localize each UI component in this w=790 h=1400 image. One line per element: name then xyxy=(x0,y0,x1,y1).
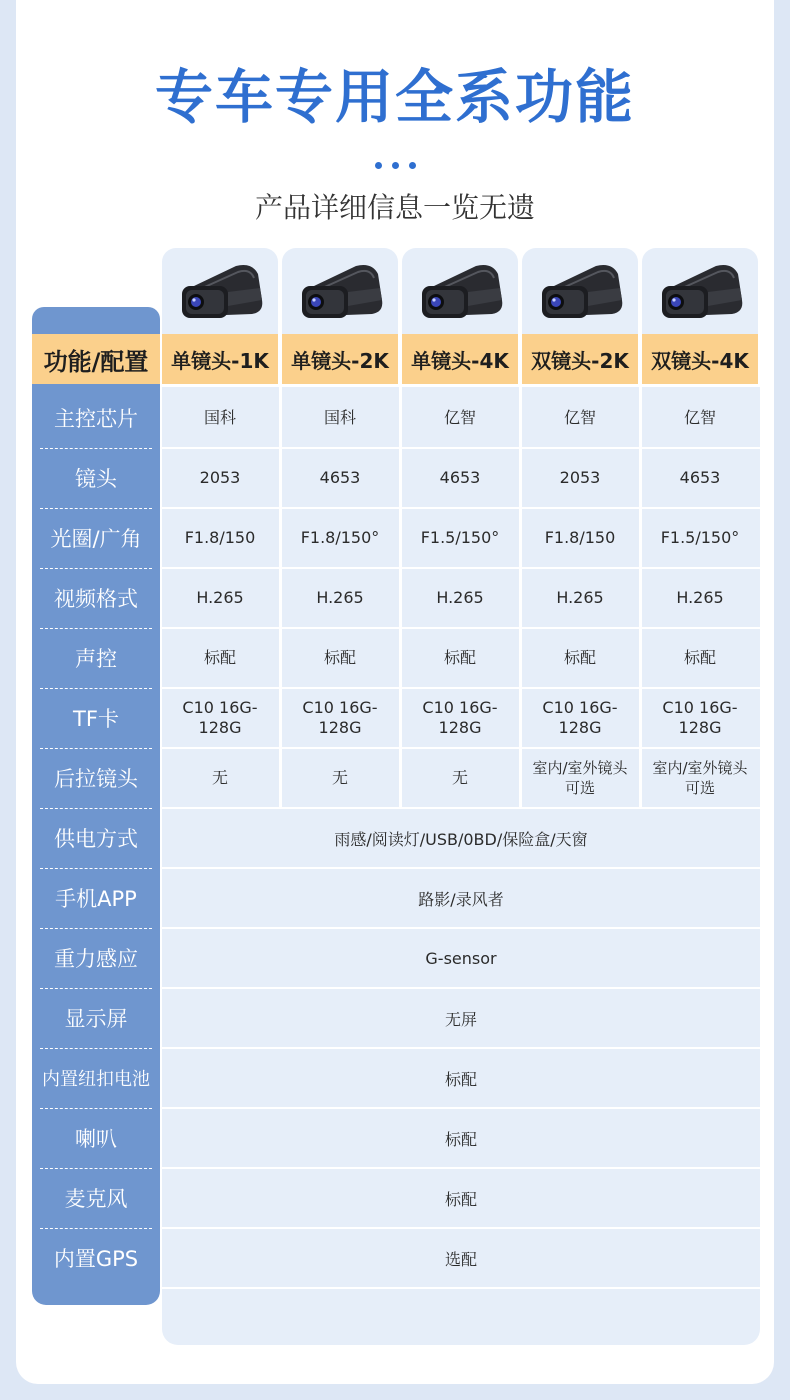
row-label: 手机APP xyxy=(55,887,137,911)
page-title: 专车专用全系功能 xyxy=(154,63,635,131)
column-divider xyxy=(639,334,642,808)
product-image-5 xyxy=(642,248,758,334)
row-label: 声控 xyxy=(75,647,117,671)
row-label: 重力感应 xyxy=(54,947,138,971)
spec-cell: C10 16G-128G xyxy=(302,698,378,737)
spec-cell: H.265 xyxy=(316,588,364,607)
dashcam-icon xyxy=(174,256,266,330)
header-feature-config: 功能/配置 xyxy=(32,334,160,384)
product-name-1: 单镜头-1K xyxy=(162,334,278,384)
spec-cell: F1.5/150° xyxy=(420,528,500,547)
spec-cell: F1.8/150 xyxy=(544,528,616,547)
shared-spec-cell: G-sensor xyxy=(425,948,497,968)
shared-spec-cell: 标配 xyxy=(444,1189,477,1209)
product-image-4 xyxy=(522,248,638,334)
spec-cell: 4653 xyxy=(679,468,721,487)
spec-cell: 标配 xyxy=(683,648,716,667)
row-divider xyxy=(162,1287,760,1289)
row-label: 供电方式 xyxy=(54,827,138,851)
row-separator xyxy=(40,808,152,809)
row-separator xyxy=(40,748,152,749)
spec-cell: H.265 xyxy=(556,588,604,607)
spec-cell: F1.5/150° xyxy=(660,528,740,547)
product-name-5: 双镜头-4K xyxy=(642,334,758,384)
row-label: 主控芯片 xyxy=(54,407,138,431)
spec-cell: H.265 xyxy=(676,588,724,607)
row-separator xyxy=(40,448,152,449)
product-name-2: 单镜头-2K xyxy=(282,334,398,384)
row-separator xyxy=(40,868,152,869)
spec-cell: 室内/室外镜头 可选 xyxy=(532,759,628,797)
row-separator xyxy=(40,1048,152,1049)
spec-cell: 亿智 xyxy=(563,408,596,427)
row-label: 显示屏 xyxy=(64,1007,128,1031)
spec-cell: H.265 xyxy=(196,588,244,607)
spec-cell: F1.8/150° xyxy=(300,528,380,547)
spec-cell: 标配 xyxy=(443,648,476,667)
product-name-4: 双镜头-2K xyxy=(522,334,638,384)
row-separator xyxy=(40,928,152,929)
shared-spec-cell: 路影/录风者 xyxy=(418,889,504,909)
spec-cell: C10 16G-128G xyxy=(182,698,258,737)
dashcam-icon xyxy=(654,256,746,330)
dashcam-icon xyxy=(294,256,386,330)
spec-cell: C10 16G-128G xyxy=(422,698,498,737)
row-separator xyxy=(40,1228,152,1229)
row-label: 视频格式 xyxy=(54,587,138,611)
column-divider xyxy=(279,334,282,808)
spec-cell: C10 16G-128G xyxy=(542,698,618,737)
row-separator xyxy=(40,1108,152,1109)
row-label: 镜头 xyxy=(75,467,117,491)
product-image-3 xyxy=(402,248,518,334)
row-separator xyxy=(40,628,152,629)
spec-cell: C10 16G-128G xyxy=(662,698,738,737)
spec-cell: 国科 xyxy=(203,408,236,427)
row-label: 内置GPS xyxy=(53,1247,139,1271)
page-subtitle: 产品详细信息一览无遗 xyxy=(254,191,535,224)
spec-cell: 亿智 xyxy=(443,408,476,427)
row-separator xyxy=(40,568,152,569)
spec-cell: 无 xyxy=(451,768,468,787)
dashcam-icon xyxy=(534,256,626,330)
spec-cell: 无 xyxy=(331,768,348,787)
spec-cell: 亿智 xyxy=(683,408,716,427)
row-label: 光圈/广角 xyxy=(50,527,142,551)
product-image-1 xyxy=(162,248,278,334)
spec-cell: 标配 xyxy=(323,648,356,667)
column-divider xyxy=(519,334,522,808)
spec-cell: 无 xyxy=(211,768,228,787)
row-separator xyxy=(40,508,152,509)
product-image-2 xyxy=(282,248,398,334)
row-label: TF卡 xyxy=(73,707,119,731)
dashcam-icon xyxy=(414,256,506,330)
row-label: 后拉镜头 xyxy=(54,767,138,791)
spec-cell: 标配 xyxy=(203,648,236,667)
column-divider xyxy=(399,334,402,808)
spec-cell: H.265 xyxy=(436,588,484,607)
spec-cell: 室内/室外镜头 可选 xyxy=(652,759,748,797)
shared-spec-cell: 选配 xyxy=(444,1249,477,1269)
row-label: 麦克风 xyxy=(64,1187,128,1211)
shared-spec-cell: 无屏 xyxy=(444,1009,477,1029)
spec-cell: 标配 xyxy=(563,648,596,667)
spec-cell: 国科 xyxy=(323,408,356,427)
row-label: 喇叭 xyxy=(75,1127,117,1151)
shared-spec-cell: 标配 xyxy=(444,1129,477,1149)
row-separator xyxy=(40,1168,152,1169)
row-separator xyxy=(40,688,152,689)
product-name-3: 单镜头-4K xyxy=(402,334,518,384)
spec-cell: F1.8/150 xyxy=(184,528,256,547)
shared-spec-cell: 标配 xyxy=(444,1069,477,1089)
spec-cell: 2053 xyxy=(199,468,241,487)
spec-cell: 4653 xyxy=(439,468,481,487)
spec-cell: 4653 xyxy=(319,468,361,487)
title-dots xyxy=(0,154,790,173)
row-label: 内置纽扣电池 xyxy=(42,1069,150,1090)
spec-cell: 2053 xyxy=(559,468,601,487)
shared-spec-cell: 雨感/阅读灯/USB/0BD/保险盒/天窗 xyxy=(334,829,588,849)
row-separator xyxy=(40,988,152,989)
